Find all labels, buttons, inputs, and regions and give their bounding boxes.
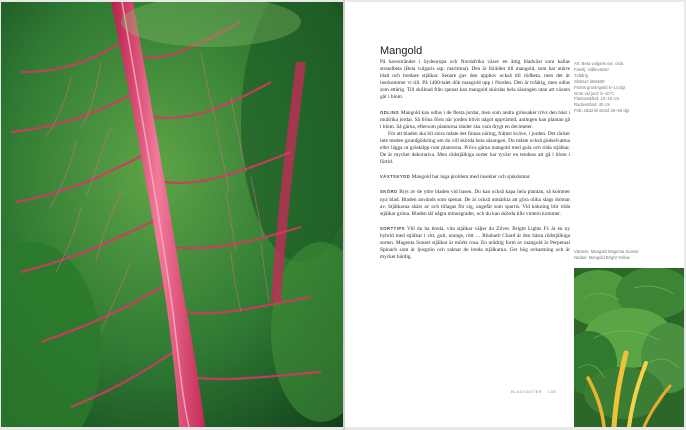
fact-line: Art: Beta vulgaris var. cicla: [574, 61, 624, 66]
vaxtskydd-text: Mangold har inga problem med insekter och sjukdomar.: [411, 174, 531, 181]
odling-heading: ODLING: [380, 109, 400, 115]
skord-text: Bryt av de yttre bladen vid basen. Du kan också kapa hela plantan, så kommer nya blad. Bladen används som spenat. De är också utmärkta att göra olika slags dolmar av. Stjälkarna skärs av och tillagas för sig, ungefär som sparris. Vid kokning blir röda stjälkar gröna. Bladen tål några minusgrader, och du kan skörda tills vintern kommer.: [380, 189, 570, 217]
bright-yellow-chard-photo: [574, 268, 684, 427]
fact-box: [574, 61, 664, 114]
fact-line: Skötsel: lättskött: [574, 78, 605, 84]
right-page: [345, 2, 684, 427]
skord-paragraph: [380, 188, 570, 217]
chard-plant-illustration: [574, 268, 684, 427]
page-title: Mangold: [380, 45, 423, 57]
fact-line: Radavstånd: 40 cm: [574, 102, 611, 108]
caption-line: Vänster: Mangold Magenta Sunset: [574, 249, 639, 254]
chard-leaf-photo: [1, 2, 343, 427]
fact-line: Fröets groningstid 5–14 dgr: [574, 84, 626, 90]
odling-text: Mangold kan odlas i de flesta jordar, men som andra grönsaker trivs den bäst i mullrika jordar. Så fröna först när jorden blivit något uppvärmd, antingen kan plantan gå i blom. Så gärna, eftersom plantorna ränder ska vara drygt en decimeter.: [380, 109, 570, 130]
sorttips-heading: SORTTIPS: [380, 225, 405, 231]
page-footer: [507, 390, 556, 394]
chard-leaf-illustration: [1, 2, 343, 427]
sorttips-paragraph: [380, 225, 570, 261]
fact-line: Familj: målleväxter: [574, 66, 609, 72]
vaxtskydd-heading: VÄXTSKYDD: [380, 174, 411, 180]
vaxtskydd-paragraph: [380, 173, 570, 181]
skord-heading: SKÖRD: [380, 189, 398, 195]
caption-line: Nedan: Mangold Bright Yellow: [574, 254, 630, 260]
fact-line: Tvåårig: [574, 72, 588, 78]
intro-paragraph: På havsstränder i Sydeuropa och Nordafrika växer en ättig bladväxt som kallas strandbeta (Beta vulgaris ssp. maritima). Den är förälder till mangold, som har utärre blad och bredare stjälkar. Senare gav den upphov också till rödbeta, men det är inerkommer vi till. På 1400-talet dök mangold upp i Norden. Den är tvåårig, men odlas som ettårig. Till skillnad från spenat kan mangold skördas hela säsongen utan att växten går i blom.: [380, 59, 570, 101]
footer-section: BLADVÄXTER: [511, 390, 543, 394]
photo-caption: [574, 249, 679, 261]
page-number: 136: [547, 390, 556, 394]
odling-paragraph-2: För att bladen ska bli stora måste det finnas näring, främst kväve, i jorden. Det räcker inte meden grundgödsling om du vill skörda hela säsongen. Du måste också gödselvattna eller lägga ut gräsklipp runt plantorna. Pröva gärna mangold med gula och röda stjälkar. De är mycket dekorativa. Men rödstjälkiga sorter har tyvärr en tendens att gå i blom i förtid.: [380, 130, 570, 166]
odling-paragraph: [380, 109, 570, 131]
body-text: [380, 59, 570, 268]
sorttips-text: Vill du ha breda, vita stjälkar väljer du Zilver. Bright Lights F1 är en ny hybrid med stjälkar i vitt, gult, orange, rött … Rhubarb Chard är den bästa rödstjälkiga sorten. Magenta Sunset stjälkar är mörkt rosa. En urädrig form av mangold är Perpetual Spinach som är ljusgrön och saknar de breda stjälkarna. Ger hög avkastning och är mycket härdig.: [380, 225, 570, 261]
fact-line: Från sådd till skörd 45–60 dgr: [574, 108, 630, 114]
fact-line: Grön vid jord: 5–10°C: [574, 90, 615, 96]
fact-line: Plantavstånd: 10–15 cm: [574, 96, 619, 102]
